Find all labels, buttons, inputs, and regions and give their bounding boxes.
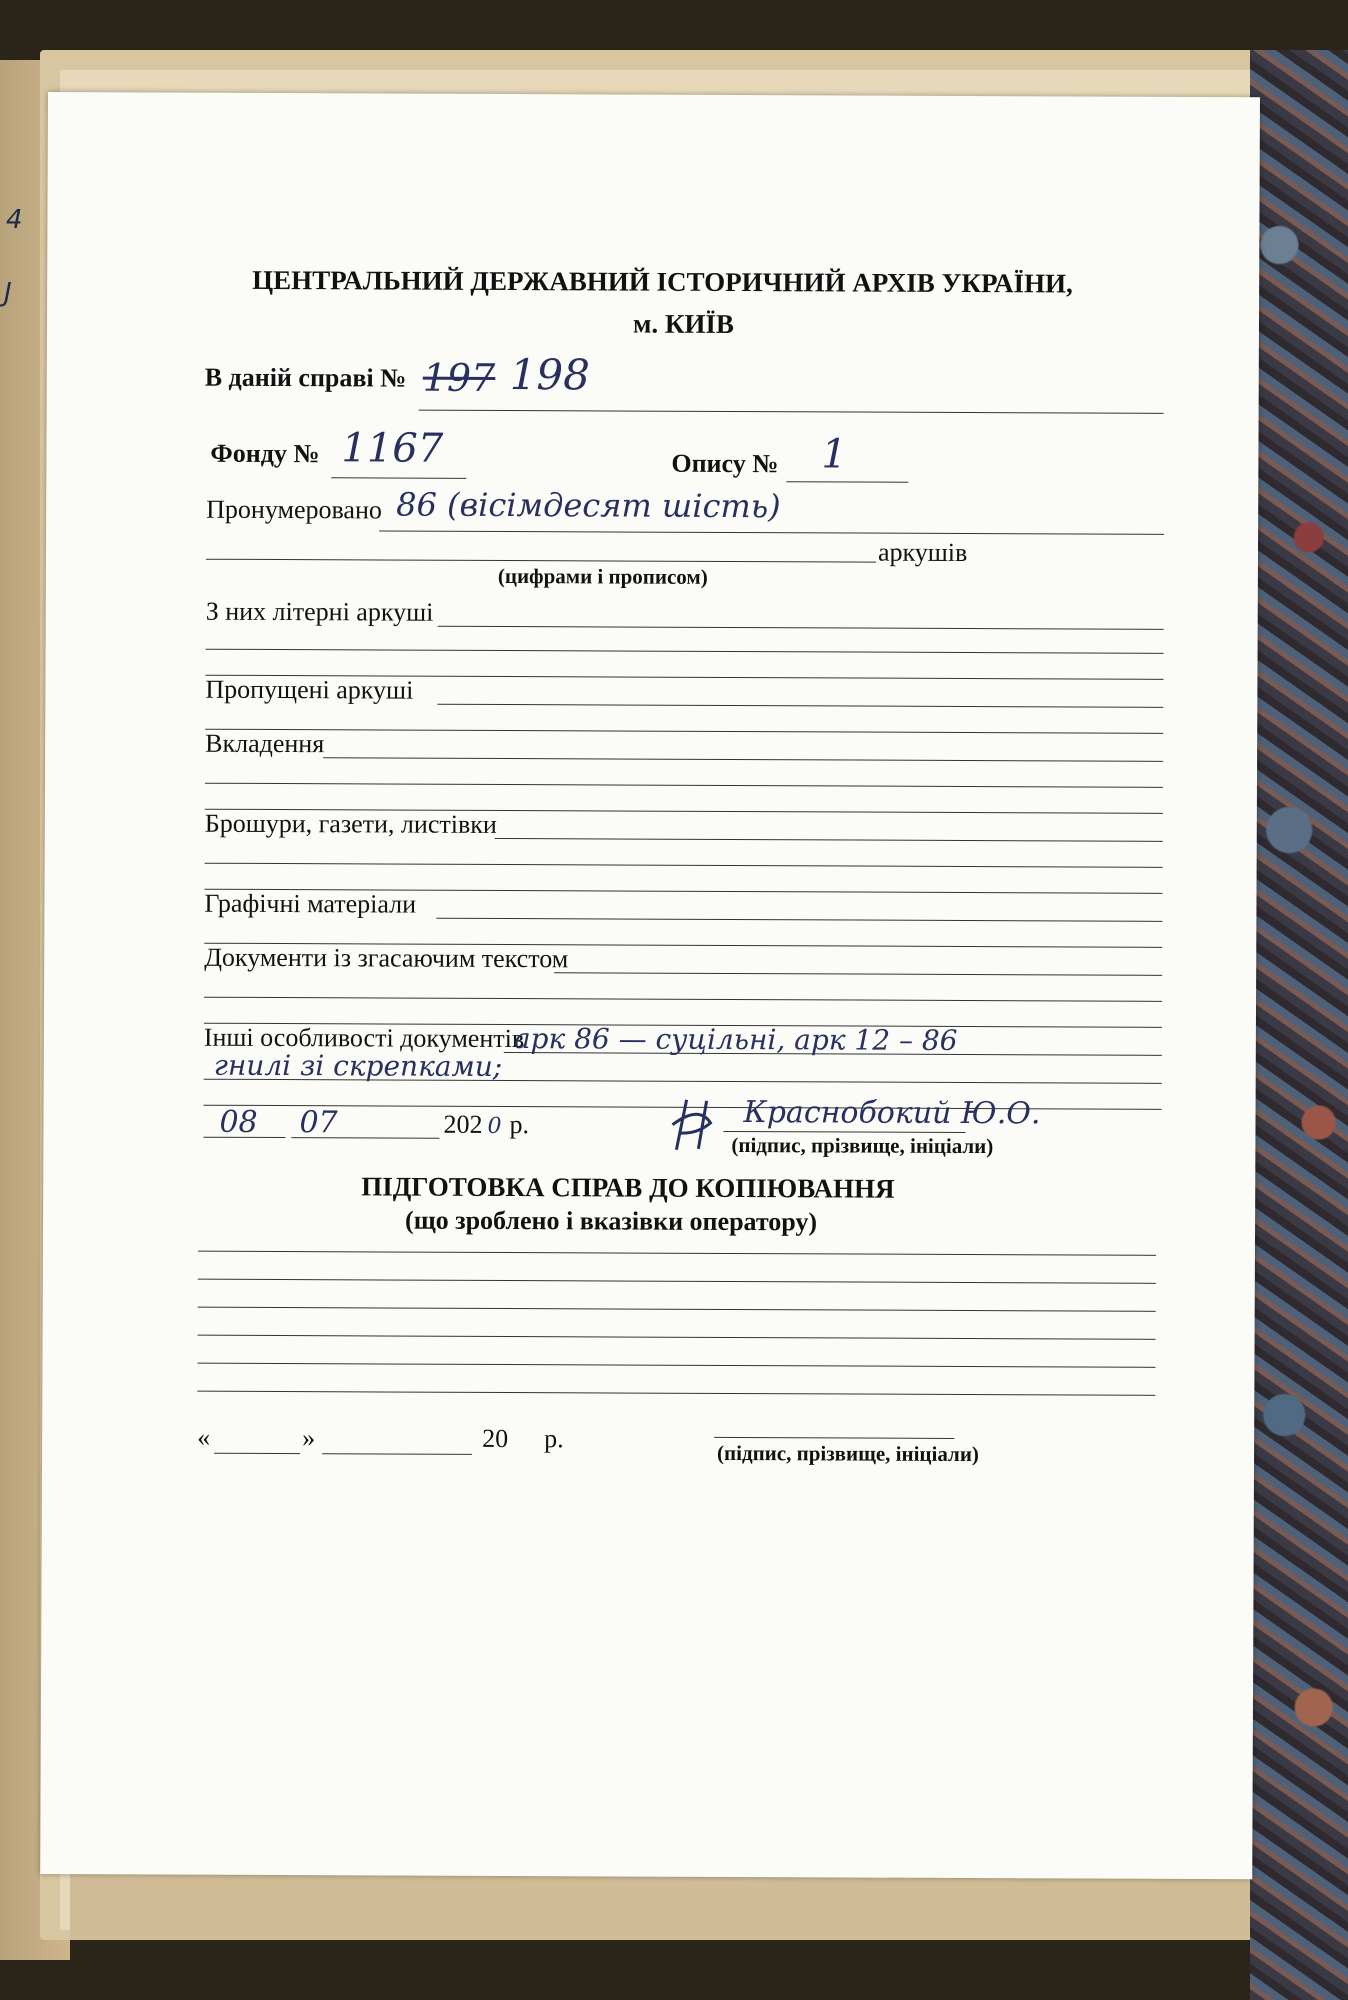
fading-line-2	[204, 997, 1162, 1002]
litera-line-2	[206, 649, 1164, 654]
signature-name: Краснобокий Ю.О.	[743, 1095, 1041, 1132]
signature-caption: (підпис, прізвище, ініціали)	[731, 1132, 994, 1159]
case-crossed-value: 197	[422, 355, 496, 400]
footer-year-unit: р.	[544, 1424, 564, 1454]
preparation-line-1	[198, 1251, 1156, 1256]
archive-city: м. КИЇВ	[632, 308, 735, 339]
numbered-label: Пронумеровано	[206, 494, 382, 525]
date-year-unit: р.	[509, 1110, 530, 1140]
opys-label: Опису №	[671, 448, 779, 479]
archive-form-sheet	[40, 92, 1260, 1879]
numbered-unit: аркушів	[877, 537, 968, 568]
case-value: 198	[509, 350, 591, 400]
brochures-label: Брошури, газети, листівки	[204, 808, 497, 839]
footer-close-quote: »	[302, 1423, 316, 1453]
footer-open-quote: «	[197, 1422, 211, 1452]
fond-label: Фонду №	[210, 438, 320, 469]
date-month: 07	[299, 1105, 338, 1141]
attachments-line-2	[205, 783, 1163, 788]
date-day: 08	[219, 1104, 258, 1140]
skipped-line-2	[205, 729, 1163, 734]
fond-line	[331, 477, 466, 479]
graphics-label: Графічні матеріали	[204, 888, 417, 919]
numbered-hint: (цифрами і прописом)	[497, 563, 708, 589]
case-label: В даній справі №	[204, 362, 407, 393]
skipped-label: Пропущені аркуші	[205, 674, 414, 705]
numbered-line-1	[379, 530, 1164, 534]
case-line	[419, 410, 1164, 414]
numbered-value: 86 (вісімдесят шість)	[396, 485, 781, 526]
opys-line	[786, 481, 908, 483]
numbered-line-2	[206, 559, 876, 563]
footer-signature-caption: (підпис, прізвище, ініціали)	[717, 1440, 979, 1467]
date-year-prefix: 202	[443, 1109, 483, 1139]
fading-label: Документи із згасаючим текстом	[204, 942, 569, 974]
preparation-title: ПІДГОТОВКА СПРАВ ДО КОПІЮВАННЯ	[361, 1171, 895, 1204]
other-note-line-2: гнилі зі скрепками;	[213, 1048, 503, 1083]
other-note-line-1: арк 86 — суцільні, арк 12 – 86	[513, 1022, 958, 1057]
preparation-line-6	[197, 1391, 1155, 1396]
fading-line-1	[554, 972, 1162, 976]
marbled-cover	[1250, 50, 1348, 2000]
graphics-line-1	[436, 918, 1162, 922]
preparation-line-3	[198, 1307, 1156, 1312]
opys-value: 1	[821, 431, 847, 478]
footer-year-prefix: 20	[482, 1423, 509, 1454]
attachments-line-1	[323, 757, 1163, 762]
preparation-subtitle: (що зроблено і вказівки оператору)	[405, 1205, 818, 1237]
archive-name: ЦЕНТРАЛЬНИЙ ДЕРЖАВНИЙ ІСТОРИЧНИЙ АРХІВ УКРАЇНИ,	[252, 264, 1073, 299]
footer-signature-line	[714, 1437, 954, 1439]
preparation-line-4	[198, 1335, 1156, 1340]
preparation-line-2	[198, 1279, 1156, 1284]
other-label: Інші особливості документів	[203, 1022, 525, 1054]
brochures-line-1	[495, 838, 1163, 842]
signature-flourish	[668, 1095, 728, 1155]
litera-line-1	[438, 626, 1164, 630]
litera-label: З них літерні аркуші	[205, 596, 434, 627]
date-year-suffix: 0	[487, 1113, 502, 1139]
margin-mark-1: 4	[6, 205, 23, 235]
margin-mark-2: J	[4, 278, 12, 308]
skipped-line-1	[437, 704, 1163, 708]
attachments-label: Вкладення	[205, 728, 325, 759]
footer-month-line	[322, 1453, 472, 1455]
fond-value: 1167	[341, 425, 444, 472]
preparation-line-5	[197, 1363, 1155, 1368]
footer-day-line	[214, 1453, 300, 1454]
brochures-line-2	[205, 863, 1163, 868]
